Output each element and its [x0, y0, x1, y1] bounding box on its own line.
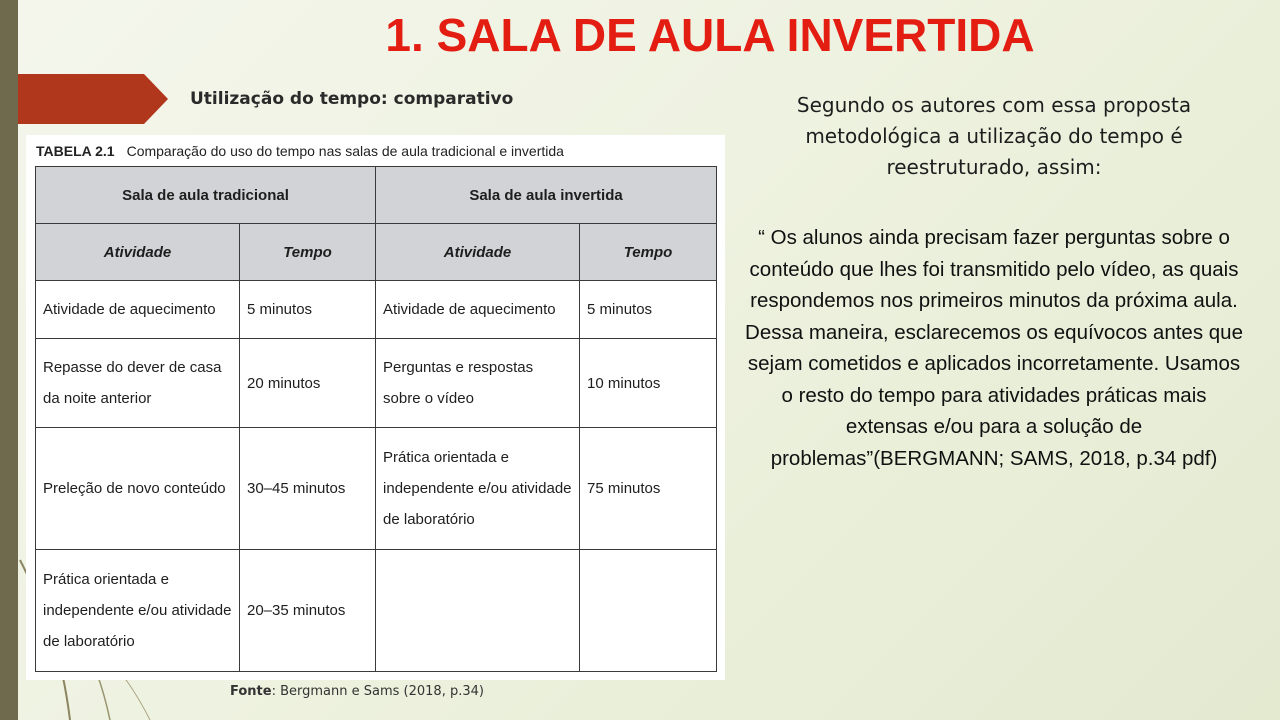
table-cell: Perguntas e respostas sobre o vídeo — [376, 339, 580, 428]
table-cell: 5 minutos — [580, 281, 717, 339]
table-group-header-row — [36, 167, 717, 224]
table-cell: 5 minutos — [240, 281, 376, 339]
table-cell: 20–35 minutos — [240, 550, 376, 672]
table-caption — [36, 143, 564, 159]
slide-subtitle: Utilização do tempo: comparativo — [190, 89, 514, 109]
table-row — [36, 339, 717, 428]
source-label: Fonte — [230, 684, 272, 699]
left-accent-bar — [0, 0, 18, 720]
table-cell — [376, 550, 580, 672]
sub-header-activity: Atividade — [36, 224, 240, 281]
accent-arrow-tab — [18, 74, 168, 124]
table-cell: Prática orientada e independente e/ou atividade de laboratório — [376, 428, 580, 550]
table-sub-header-row — [36, 224, 717, 281]
table-cell: 75 minutos — [580, 428, 717, 550]
sub-header-time: Tempo — [240, 224, 376, 281]
table-cell: 10 minutos — [580, 339, 717, 428]
sub-header-time: Tempo — [580, 224, 717, 281]
sub-header-activity: Atividade — [376, 224, 580, 281]
table-source — [230, 684, 484, 699]
table-cell: Atividade de aquecimento — [36, 281, 240, 339]
table-cell: 20 minutos — [240, 339, 376, 428]
table-cell: Preleção de novo conteúdo — [36, 428, 240, 550]
table-row — [36, 281, 717, 339]
table-caption-number: TABELA 2.1 — [36, 143, 115, 159]
table-cell: Atividade de aquecimento — [376, 281, 580, 339]
group-header-traditional: Sala de aula tradicional — [36, 167, 376, 224]
table-cell: Prática orientada e independente e/ou atividade de laboratório — [36, 550, 240, 672]
table-row — [36, 428, 717, 550]
comparison-table — [35, 166, 717, 672]
group-header-inverted: Sala de aula invertida — [376, 167, 717, 224]
table-row — [36, 550, 717, 672]
table-cell: 30–45 minutos — [240, 428, 376, 550]
table-cell — [580, 550, 717, 672]
quote-paragraph: “ Os alunos ainda precisam fazer perguntas sobre o conteúdo que lhes foi transmitido pelo vídeo, as quais respondemos nos primeiros minutos da próxima aula. Dessa maneira, esclarecemos os equívocos antes que sejam cometidos e aplicados incorretamente. Usamos o resto do tempo para atividades práticas mais extensas e/ou para a solução de problemas”(BERGMANN; SAMS, 2018, p.34 pdf) — [745, 226, 1243, 470]
source-text: : Bergmann e Sams (2018, p.34) — [271, 684, 484, 699]
intro-paragraph: Segundo os autores com essa proposta metodológica a utilização do tempo é reestruturado, assim: — [796, 93, 1192, 179]
slide-title: 1. SALA DE AULA INVERTIDA — [385, 9, 1035, 61]
table-cell: Repasse do dever de casa da noite anterior — [36, 339, 240, 428]
table-caption-text: Comparação do uso do tempo nas salas de aula tradicional e invertida — [126, 143, 564, 159]
